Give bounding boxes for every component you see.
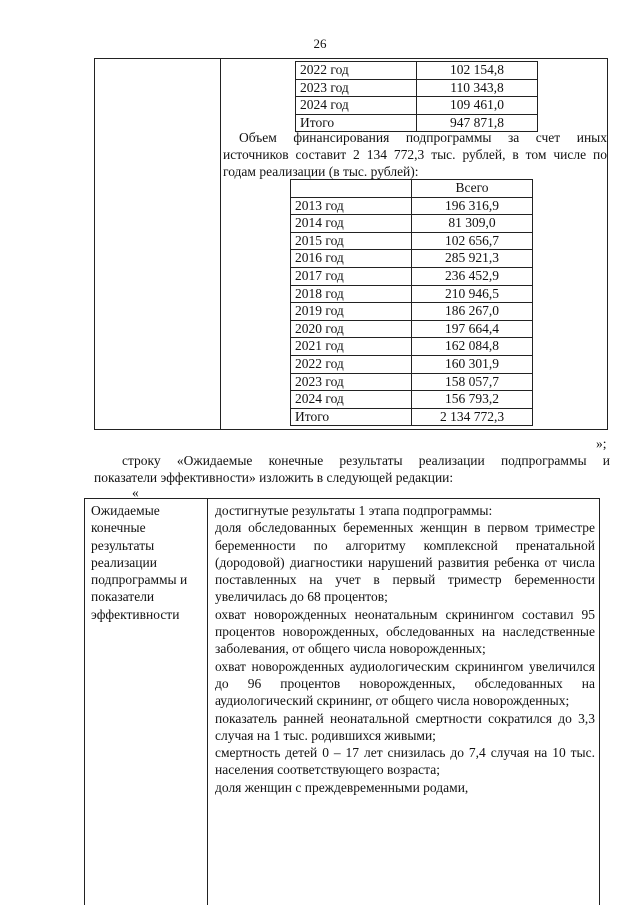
value-cell: 102 656,7	[412, 232, 533, 250]
column-divider	[207, 499, 208, 905]
table-row	[291, 355, 533, 373]
year-cell: 2019 год	[291, 303, 412, 321]
table-row	[291, 373, 533, 391]
year-cell: 2020 год	[291, 320, 412, 338]
year-cell: 2017 год	[291, 267, 412, 285]
table-row	[296, 79, 538, 97]
header-empty-cell	[291, 180, 412, 198]
value-cell: 110 343,8	[417, 79, 538, 97]
instruction-rest: показатели эффективности» изложить в следующей редакции:	[94, 470, 454, 485]
result-item: показатель ранней неонатальной смертности сократился до 3,3 случая на 1 тыс. родившихся живыми;	[215, 710, 595, 743]
header-total: Всего	[412, 180, 533, 198]
table-row	[291, 197, 533, 215]
opening-quote: «	[132, 485, 139, 500]
value-cell: 196 316,9	[412, 197, 533, 215]
results-content	[215, 502, 595, 796]
results-table	[84, 498, 600, 905]
column-divider	[220, 59, 221, 429]
table-row	[291, 250, 533, 268]
table-row	[291, 285, 533, 303]
year-cell: Итого	[296, 114, 417, 132]
year-cell: 2016 год	[291, 250, 412, 268]
year-cell: 2023 год	[291, 373, 412, 391]
table-row	[291, 408, 533, 426]
result-item: доля обследованных беременных женщин в первом триместре беременности по алгоритму комплексной пренатальной (дородовой) диагностики нарушений развития ребенка от числа поставленных на учет в первый триместр беременности увеличилась до 68 процентов;	[215, 520, 595, 605]
result-item: достигнутые результаты 1 этапа подпрограммы:	[215, 503, 493, 518]
table-row	[296, 97, 538, 115]
value-cell: 947 871,8	[417, 114, 538, 132]
table-header-row	[291, 180, 533, 198]
instruction-line-1: строку «Ожидаемые конечные результаты реализации подпрограммы и	[122, 453, 610, 468]
table-row	[291, 267, 533, 285]
result-item: смертность детей 0 – 17 лет снизилась до 7,4 случая на 10 тыс. населения соответствующего возраста;	[215, 745, 595, 778]
other-sources-paragraph	[223, 129, 607, 180]
value-cell: 81 309,0	[412, 215, 533, 233]
year-cell: 2022 год	[291, 355, 412, 373]
value-cell: 102 154,8	[417, 62, 538, 80]
result-item: доля женщин с преждевременными родами,	[215, 779, 469, 795]
table-row	[291, 303, 533, 321]
year-cell: 2021 год	[291, 338, 412, 356]
year-cell: 2014 год	[291, 215, 412, 233]
table-row	[291, 320, 533, 338]
year-cell: 2013 год	[291, 197, 412, 215]
closing-quote: »;	[596, 436, 607, 451]
value-cell: 160 301,9	[412, 355, 533, 373]
financing-table-continuation	[295, 61, 538, 132]
year-cell: 2015 год	[291, 232, 412, 250]
value-cell: 210 946,5	[412, 285, 533, 303]
financing-table-frame	[94, 58, 608, 430]
result-item: охват новорожденных аудиологическим скринингом увеличился до 96 процентов новорожденных, обследованных на аудиологический скрининг, от общего числа новорожденных;	[215, 658, 595, 709]
value-cell: 186 267,0	[412, 303, 533, 321]
value-cell: 2 134 772,3	[412, 408, 533, 426]
value-cell: 162 084,8	[412, 338, 533, 356]
table-row	[291, 215, 533, 233]
value-cell: 285 921,3	[412, 250, 533, 268]
year-cell: Итого	[291, 408, 412, 426]
results-label: Ожидаемые конечные результаты реализации подпрограммы и показатели эффективности	[91, 503, 188, 622]
value-cell: 236 452,9	[412, 267, 533, 285]
instruction-paragraph	[94, 452, 610, 486]
year-cell: 2024 год	[296, 97, 417, 115]
table-row	[291, 338, 533, 356]
table-row	[291, 232, 533, 250]
value-cell: 156 793,2	[412, 391, 533, 409]
value-cell: 158 057,7	[412, 373, 533, 391]
year-cell: 2018 год	[291, 285, 412, 303]
paragraph-rest: источников составит 2 134 772,3 тыс. рублей, в том числе по годам реализации (в тыс. рублей):	[223, 147, 607, 179]
page-number: 26	[313, 36, 327, 51]
table-row	[291, 391, 533, 409]
year-cell: 2023 год	[296, 79, 417, 97]
value-cell: 109 461,0	[417, 97, 538, 115]
table-row	[296, 62, 538, 80]
other-sources-table	[290, 179, 533, 426]
year-cell: 2022 год	[296, 62, 417, 80]
year-cell: 2024 год	[291, 391, 412, 409]
value-cell: 197 664,4	[412, 320, 533, 338]
result-item: охват новорожденных неонатальным скринингом составил 95 процентов новорожденных, обследованных на наследственные заболевания, от общего числа новорожденных;	[215, 606, 595, 657]
paragraph-line-1: Объем финансирования подпрограммы за счет иных	[239, 130, 607, 145]
